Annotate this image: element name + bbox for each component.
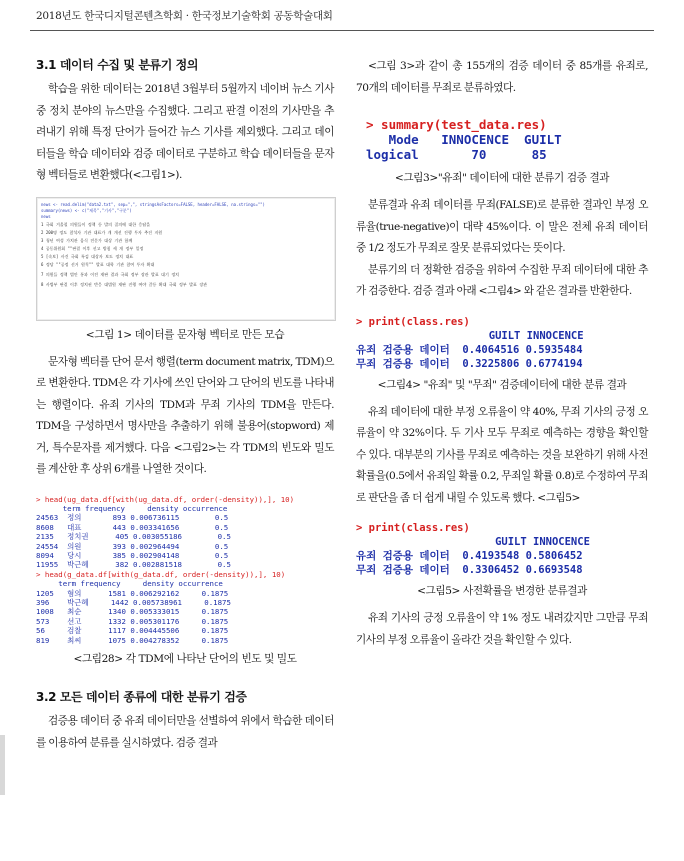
fig1-line: 4 공동위원회 ""판결 이후 선고 방침 세 개 정부 일정 [41, 245, 144, 251]
fig2-row: 819 최씨 1075 0.004278352 0.1875 [36, 635, 229, 645]
figure-1-caption: <그림 1> 데이터를 문자형 벡터로 만든 모습 [85, 328, 285, 341]
fig1-line: 5 [속보] 사건 국회 특검 대상자 보도 정치 대표 [41, 253, 134, 259]
fig2-row: 24554 의원 393 0.002964494 0.5 [36, 541, 229, 551]
fig1-line: 1 국회 겨울철 의원들이 정책 등 발의 질의에 대한 응답을 [41, 221, 151, 227]
paragraph-false-negative: 분류결과 유죄 데이터를 무죄(FALSE)로 분류한 결과인 부정 오류율(true-negative)이 대략 45%이다. 이 말은 전체 유죄 데이터 중 1/2 정도가 무죄로 잘못 분류되었다는 뜻이다. [356, 199, 648, 254]
paragraph-data-collection: 학습을 위한 데이터는 2018년 3월부터 5월까지 네이버 뉴스 기사 중 정치 분야의 뉴스만을 수집했다. 그리고 판결 이전의 기사만을 추려내기 위해 특정 단어가 들어간 뉴스 기사를 제외했다. 그리고 데이터들을 학습 데이터와 검증 데이터로 구분하고 학습 데이터들을 문자형 벡터들로 변환했다(<그림1>). [36, 83, 334, 181]
fig5-header: GUILT INNOCENCE [356, 536, 590, 548]
fig1-line: 7 의원들 정책 법안 통과 이전 재판 결과 국회 정부 장관 발표 대기 정치 [41, 271, 180, 277]
paragraph-tdm: 문자형 벡터를 단어 문서 행렬(term document matrix, TDM)으로 변환한다. TDM은 각 기사에 쓰인 단어와 그 단어의 빈도를 나타내는 행렬이다. 유죄 기사의 TDM과 무죄 기사의 TDM을 만든다. TDM을 구성하면서 명사만을 추출하기 위해 불용어(stopword) 제거, 특수문자를 제거했다. 다음 <그림2>는 각 TDM의 빈도와 밀도를 계산한 후 상위 6개를 나열한 것이다. [36, 355, 334, 475]
right-column [356, 56, 648, 651]
fig1-line: news <- read.delim("data2.txt", sep=",", stringsAsFactors=FALSE, header=FALSE, na.strings="") [41, 201, 265, 207]
figure-4-r-output [356, 315, 648, 371]
fig2-command-2: > head(g_data.df[with(g_data.df, order(-density)),], 10) [36, 569, 286, 579]
figure-2-r-output [36, 495, 336, 646]
fig2-row: 2135 정치권 405 0.003055186 0.5 [36, 532, 231, 542]
paragraph-prior-adjustment: 유죄 데이터에 대한 부정 오류율이 약 40%, 무죄 기사의 긍정 오류율이 약 32%이다. 두 기사 모두 무죄로 예측하는 경향을 확인할 수 있다. 대부분의 기사를 무죄로 예측하는 것을 보완하기 위해 사전 확률을(0.5에서 유죄일 확률 0.2, 무죄일 확률 0.8)로 수정하여 무죄로 판단을 좀 더 쉽게 내릴 수 있도록 했다. <그림5> [356, 405, 648, 504]
figure-3-caption: <그림3>"유죄" 데이터에 대한 분류기 검증 결과 [394, 172, 610, 184]
fig4-header: GUILT INNOCENCE [356, 329, 584, 342]
figure-5-r-output [356, 521, 648, 577]
fig2-row: 396 박근혜 1442 0.005738961 0.1875 [36, 597, 231, 607]
fig1-line: summary(news) <- c("제목","기사","구분") [41, 207, 132, 213]
fig3-command: > summary(test_data.res) [366, 117, 547, 132]
section-3-1-title: 3.1 데이터 수집 및 분류기 정의 [36, 58, 199, 72]
figure-2-caption: <그림28> 각 TDM에 나타난 단어의 빈도 및 밀도 [73, 653, 297, 665]
fig1-line: news [41, 213, 51, 219]
fig2-row: 24563 정의 893 0.006736115 0.5 [36, 513, 229, 523]
fig5-row: 유죄 검증용 데이터 0.4193548 0.5806452 [356, 550, 583, 562]
fig2-row: 56 검찰 1117 0.004445506 0.1875 [36, 626, 229, 636]
margin-strip [0, 735, 5, 795]
fig1-line: 6 정당 ""공정 선거 원칙"" 발표 대학 기관 참여 투자 확대 [41, 261, 155, 267]
fig5-row: 무죄 검증용 데이터 0.3306452 0.6693548 [356, 564, 583, 576]
fig1-line: 2 200명 정도 참석자 기관 대표가 개 개선 진행 투자 추진 지원 [41, 229, 163, 235]
paragraph-fig3-intro: <그림 3>과 같이 총 155개의 검증 데이터 중 85개를 유죄로, 70개의 데이터를 무죄로 분류하였다. [356, 60, 648, 94]
left-column [36, 56, 334, 754]
fig3-row: logical 70 85 [366, 147, 547, 162]
fig2-command-1: > head(ug_data.df[with(ug_data.df, order(-density)),], 10) [36, 494, 295, 504]
paragraph-additional-validation: 분류기의 더 정확한 검증을 위하여 수집한 무죄 데이터에 대한 추가 검증한다. 검증 결과 아래 <그림4> 와 같은 결과를 반환한다. [356, 263, 648, 297]
fig5-command: > print(class.res) [356, 522, 470, 534]
fig2-row: 8608 대표 443 0.003341656 0.5 [36, 522, 229, 532]
fig4-row: 유죄 검증용 데이터 0.4064516 0.5935484 [356, 343, 583, 356]
fig3-header: Mode INNOCENCE GUILT [366, 132, 562, 147]
figure-3-r-output [366, 117, 648, 162]
fig2-row: 573 선고 1332 0.005301176 0.1875 [36, 616, 229, 626]
header-rule [30, 30, 654, 31]
fig2-row: 8094 당시 385 0.002904148 0.5 [36, 550, 229, 560]
fig2-row: 1205 혐의 1581 0.006292162 0.1875 [36, 588, 229, 598]
figure-5-caption: <그림5> 사전확률을 변경한 분류결과 [417, 585, 587, 597]
fig2-header-2: term frequency density occurrence [36, 579, 223, 589]
figure-1-r-console [36, 197, 336, 321]
fig4-row: 무죄 검증용 데이터 0.3225806 0.6774194 [356, 357, 583, 370]
fig2-row: 11955 박근혜 382 0.002881518 0.5 [36, 560, 231, 570]
figure-4-caption: <그림4> "유죄" 및 "무죄" 검증데이터에 대한 분류 결과 [377, 378, 627, 391]
paragraph-conclusion: 유죄 기사의 긍정 오류율이 약 1% 정도 내려갔지만 그만큼 무죄 기사의 부정 오류율이 올라간 것을 확인할 수 있다. [356, 612, 648, 646]
fig1-line: 3 청년 여성 가치관 음식 전문가 대상 기관 함께 [41, 237, 133, 243]
fig1-line: 8 사법부 판결 이후 정치권 반응 대법원 재판 진행 여야 갈등 확대 국회 정부 발표 장관 [41, 281, 208, 287]
fig4-command: > print(class.res) [356, 315, 470, 328]
fig2-header-1: term frequency density occurrence [36, 503, 228, 513]
paragraph-validation: 검증용 데이터 중 유죄 데이터만을 선별하여 위에서 학습한 데이터를 이용하여 분류를 실시하였다. 검증 결과 [36, 715, 334, 749]
fig2-row: 1008 최순 1340 0.005333015 0.1875 [36, 607, 229, 617]
running-header: 2018년도 한국디지털콘텐츠학회 · 한국정보기술학회 공동학술대회 [36, 10, 333, 22]
section-3-2-title: 3.2 모든 데이터 종류에 대한 분류기 검증 [36, 690, 247, 704]
